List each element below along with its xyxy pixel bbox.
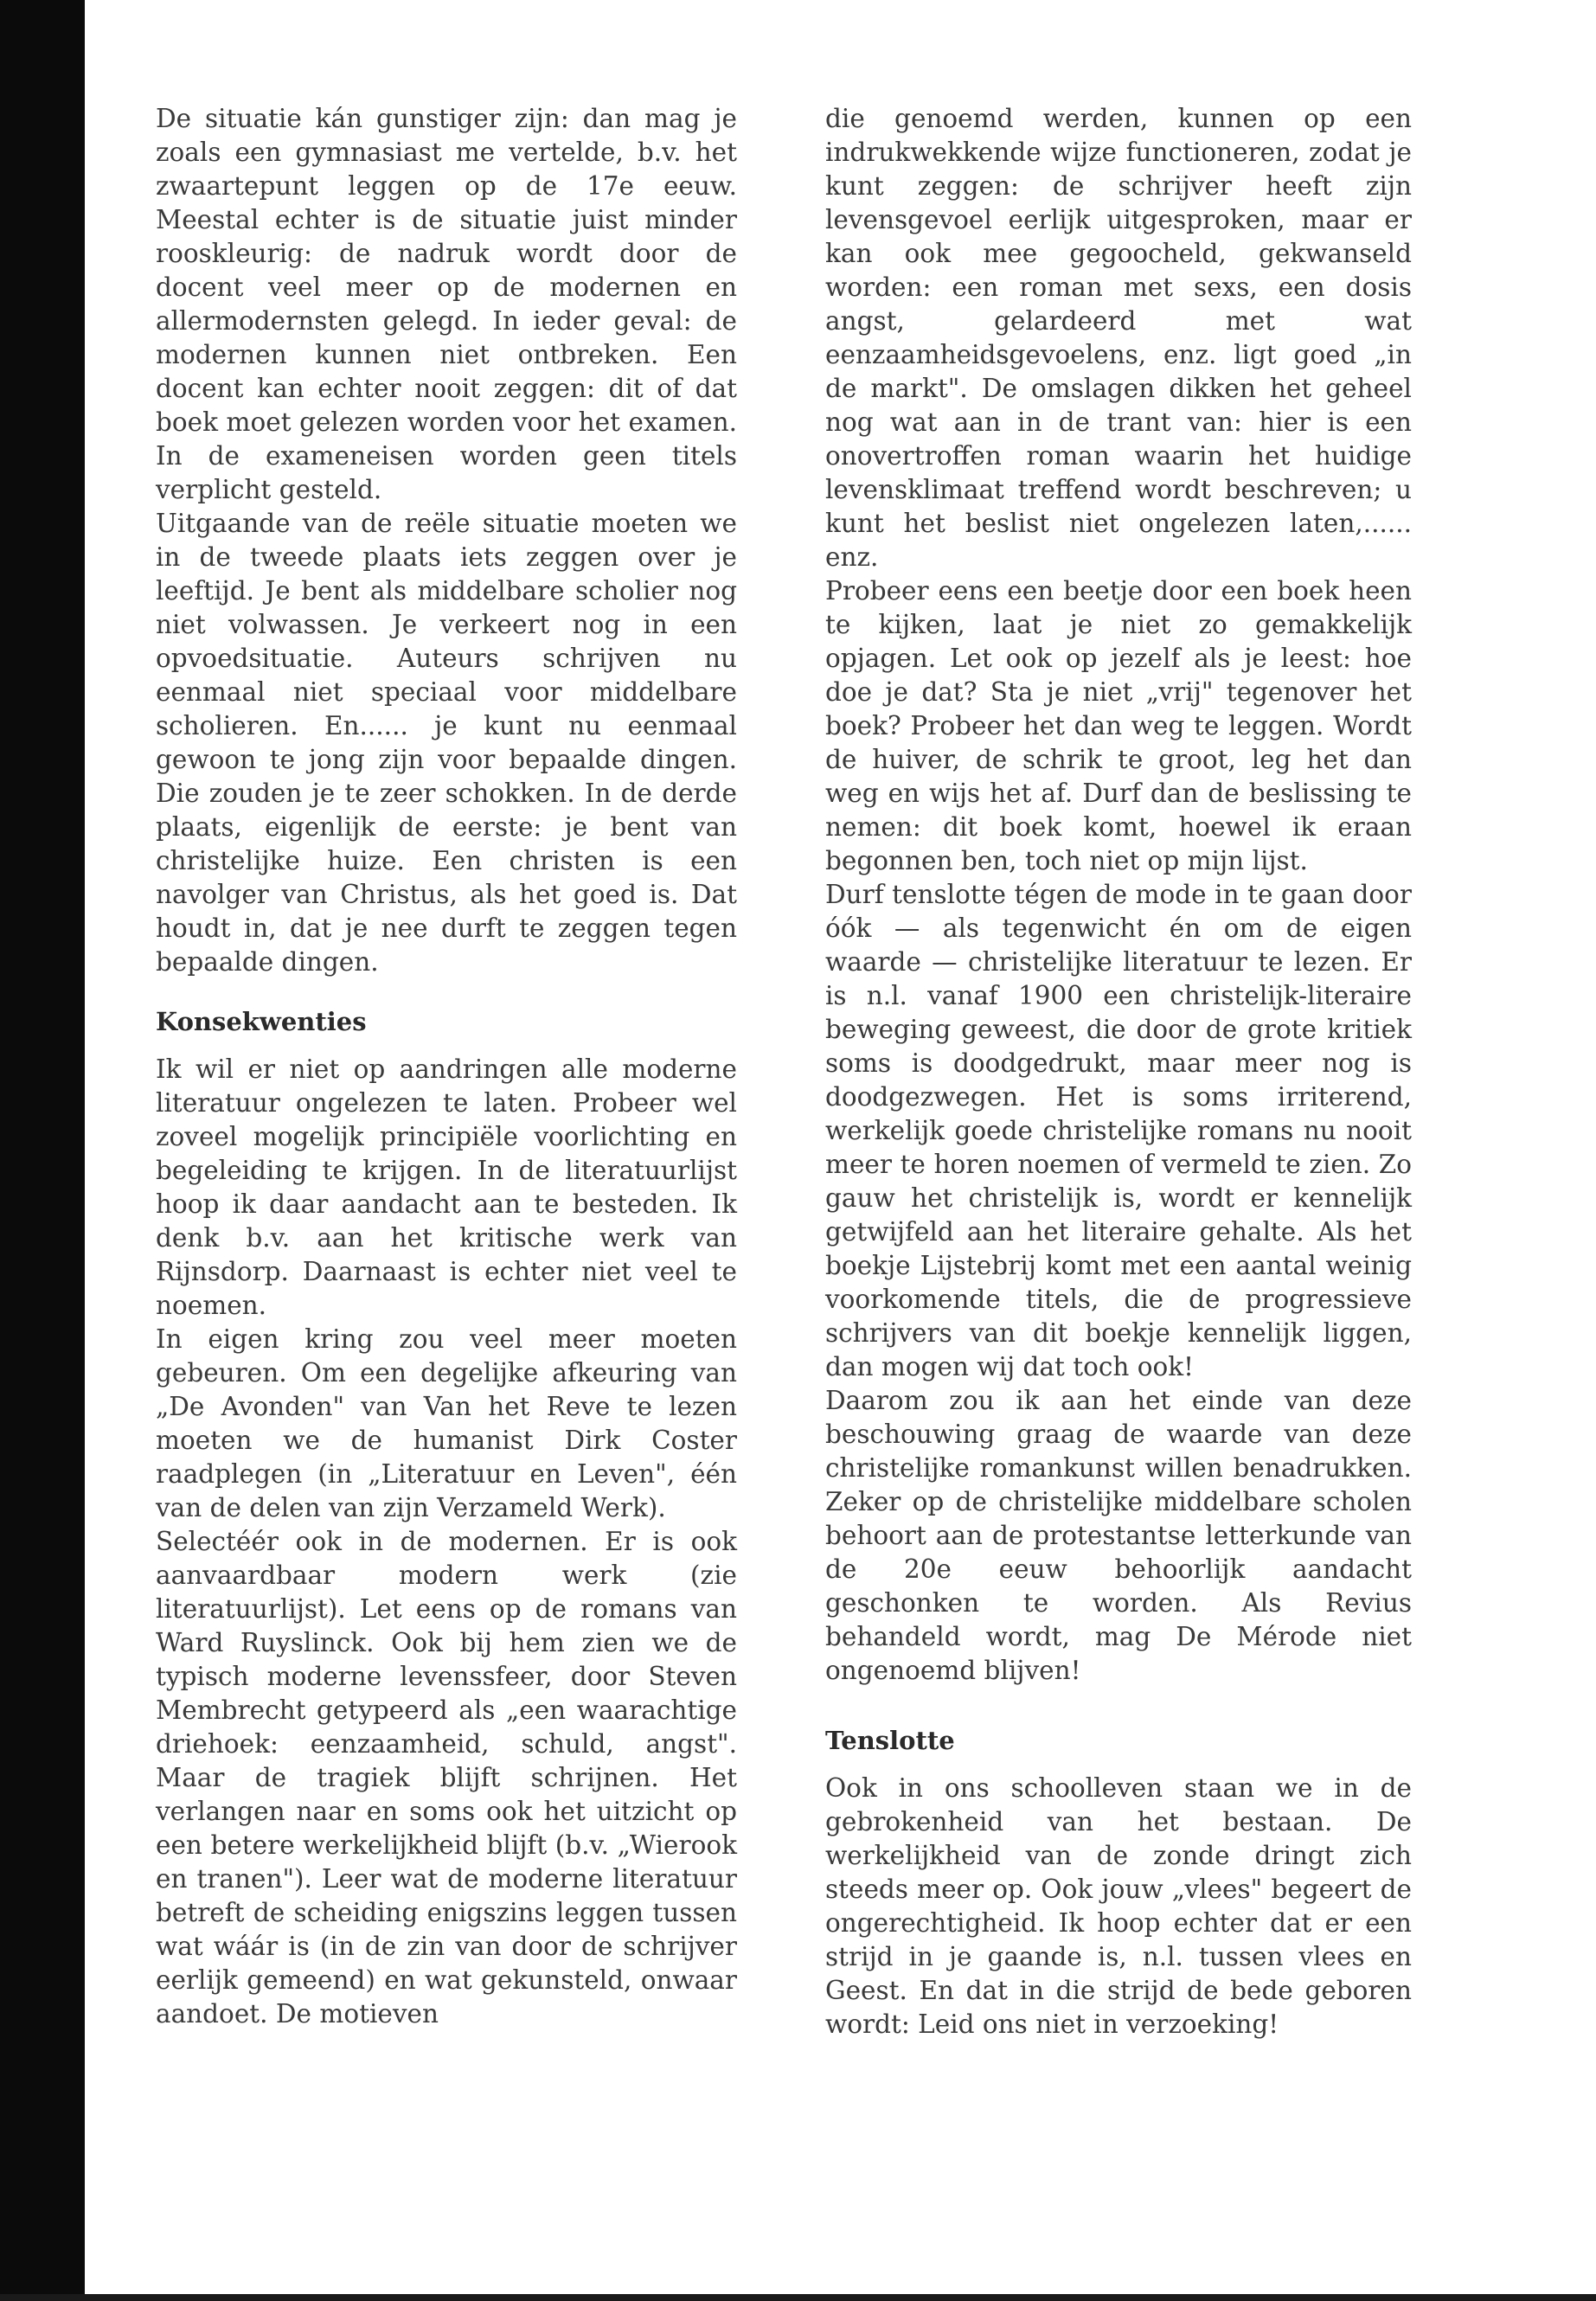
right-column	[825, 102, 1412, 2041]
left-column	[156, 102, 737, 2031]
section-heading-tenslotte: Tenslotte	[825, 1726, 955, 1755]
paragraph: die genoemd werden, kunnen op een indrukwekkende wijze functioneren, zodat je kunt zeggen: de schrijver heeft zijn levensgevoel eerlijk uitgesproken, maar er kan ook mee gegoocheld, gekwanseld worden: een roman met sexs, een dosis angst, gelardeerd met wat eenzaamheidsgevoelens, enz. ligt goed „in de markt". De omslagen dikken het geheel nog wat aan in de trant van: hier is een onovertroffen roman waarin het huidige levensklimaat treffend wordt beschreven; u kunt het beslist niet ongelezen laten,...... enz.	[825, 104, 1412, 572]
scan-border-left	[0, 0, 85, 2301]
paragraph: Ik wil er niet op aandringen alle moderne literatuur ongelezen te laten. Probeer wel zoveel mogelijk principiële voorlichting en begeleiding te krijgen. In de literatuurlijst hoop ik daar aandacht aan te besteden. Ik denk b.v. aan het kritische werk van Rijnsdorp. Daarnaast is echter niet veel te noemen.	[156, 1054, 737, 1320]
paragraph: Daarom zou ik aan het einde van deze beschouwing graag de waarde van deze christelijke romankunst willen benadrukken. Zeker op de christelijke middelbare scholen behoort aan de protestantse letterkunde van de 20e eeuw behoorlijk aandacht geschonken te worden. Als Revius behandeld wordt, mag De Mérode niet ongenoemd blijven!	[825, 1386, 1412, 1685]
paragraph: Probeer eens een beetje door een boek heen te kijken, laat je niet zo gemakkelijk opjagen. Let ook op jezelf als je leest: hoe doe je dat? Sta je niet „vrij" tegenover het boek? Probeer het dan weg te leggen. Wordt de huiver, de schrik te groot, leg het dan weg en wijs het af. Durf dan de beslissing te nemen: dit boek komt, hoewel ik eraan begonnen ben, toch niet op mijn lijst.	[825, 576, 1412, 875]
section-heading-konsekwenties: Konsekwenties	[156, 1007, 367, 1036]
paragraph: Ook in ons schoolleven staan we in de gebrokenheid van het bestaan. De werkelijkheid van de zonde dringt zich steeds meer op. Ook jouw „vlees" begeert de ongerechtigheid. Ik hoop echter dat er een strijd in je gaande is, n.l. tussen vlees en Geest. En dat in die strijd de bede geboren wordt: Leid ons niet in verzoeking!	[825, 1773, 1412, 2039]
paragraph: Selectéér ook in de modernen. Er is ook aanvaardbaar modern werk (zie literatuurlijst). Let eens op de romans van Ward Ruyslinck. Ook bij hem zien we de typisch moderne levenssfeer, door Steven Membrecht getypeerd als „een waarachtige driehoek: eenzaamheid, schuld, angst". Maar de tragiek blijft schrijnen. Het verlangen naar en soms ook het uitzicht op een betere werkelijkheid blijft (b.v. „Wierook en tranen"). Leer wat de moderne literatuur betreft de scheiding enigszins leggen tussen wat wáár is (in de zin van door de schrijver eerlijk gemeend) en wat gekunsteld, onwaar aandoet. De motieven	[156, 1527, 737, 2029]
paragraph: In eigen kring zou veel meer moeten gebeuren. Om een degelijke afkeuring van „De Avonden" van Van het Reve te lezen moeten we de humanist Dirk Coster raadplegen (in „Literatuur en Leven", één van de delen van zijn Verzameld Werk).	[156, 1324, 737, 1522]
paragraph: Durf tenslotte tégen de mode in te gaan door óók — als tegenwicht én om de eigen waarde — christelijke literatuur te lezen. Er is n.l. vanaf 1900 een christelijk-literaire beweging geweest, die door de grote kritiek soms is doodgedrukt, maar meer nog is doodgezwegen. Het is soms irriterend, werkelijk goede christelijke romans nu nooit meer te horen noemen of vermeld te zien. Zo gauw het christelijk is, wordt er kennelijk getwijfeld aan het literaire gehalte. Als het boekje Lijstebrij komt met een aantal weinig voorkomende titels, die de progressieve schrijvers van dit boekje kennelijk liggen, dan mogen wij dat toch ook!	[825, 880, 1412, 1381]
scan-border-bottom	[0, 2294, 1596, 2301]
paragraph: De situatie kán gunstiger zijn: dan mag je zoals een gymnasiast me vertelde, b.v. het zwaartepunt leggen op de 17e eeuw. Meestal echter is de situatie juist minder rooskleurig: de nadruk wordt door de docent veel meer op de modernen en allermodernsten gelegd. In ieder geval: de modernen kunnen niet ontbreken. Een docent kan echter nooit zeggen: dit of dat boek moet gelezen worden voor het examen. In de exameneisen worden geen titels verplicht gesteld.	[156, 104, 737, 504]
paragraph: Uitgaande van de reële situatie moeten we in de tweede plaats iets zeggen over je leeftijd. Je bent als middelbare scholier nog niet volwassen. Je verkeert nog in een opvoedsituatie. Auteurs schrijven nu eenmaal niet speciaal voor middelbare scholieren. En...... je kunt nu eenmaal gewoon te jong zijn voor bepaalde dingen. Die zouden je te zeer schokken. In de derde plaats, eigenlijk de eerste: je bent van christelijke huize. Een christen is een navolger van Christus, als het goed is. Dat houdt in, dat je nee durft te zeggen tegen bepaalde dingen.	[156, 509, 737, 977]
